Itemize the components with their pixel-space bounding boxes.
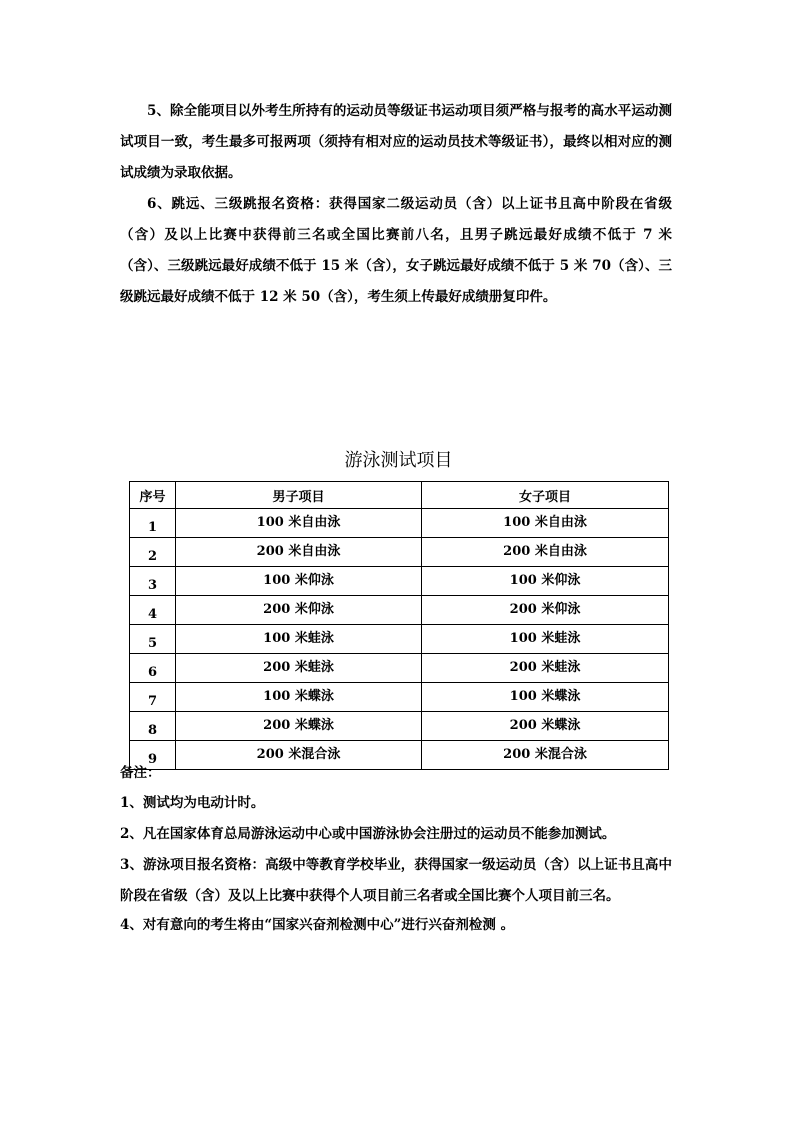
note-item: 4、对有意向的考生将由“国家兴奋剂检测中心”进行兴奋剂检测 。 [120,917,515,933]
table-row [130,538,669,567]
row-no: 2 [130,538,176,567]
men-event: 100 米蛙泳 [176,625,422,654]
paragraph-item-6: 6、跳远、三级跳报名资格：获得国家二级运动员（含）以上证书且高中阶段在省级（含）及以上比赛中获得前三名或全国比赛前八名，且男子跳远最好成绩不低于 7 米（含）、三级跳远最好成绩不低于 15 米（含），女子跳远最好成绩不低于 5 米 70（含）、三级跳远最好成绩不低于 12 米 50（含），考生须上传最好成绩册复印件。 [120,196,672,305]
header-women: 女子项目 [422,482,669,509]
women-event: 200 米蛙泳 [422,654,669,683]
note-item: 2、凡在国家体育总局游泳运动中心或中国游泳协会注册过的运动员不能参加测试。 [120,826,616,842]
row-no: 3 [130,567,176,596]
note-item: 3、游泳项目报名资格：高级中等教育学校毕业，获得国家一级运动员（含）以上证书且高中阶段在省级（含）及以上比赛中获得个人项目前三名者或全国比赛个人项目前三名。 [120,857,672,904]
women-event: 100 米自由泳 [422,509,669,538]
notes-section [120,758,672,938]
men-event: 200 米蛙泳 [176,654,422,683]
women-event: 200 米蝶泳 [422,712,669,741]
note-item: 1、测试均为电动计时。 [120,795,265,811]
swim-events-table [129,481,669,770]
row-no: 8 [130,712,176,741]
men-event: 200 米蝶泳 [176,712,422,741]
men-event: 200 米仰泳 [176,596,422,625]
paragraph-item-5: 5、除全能项目以外考生所持有的运动员等级证书运动项目须严格与报考的高水平运动测试项目一致，考生最多可报两项（须持有相对应的运动员技术等级证书），最终以相对应的测试成绩为录取依据。 [120,103,672,181]
women-event: 100 米仰泳 [422,567,669,596]
table-row [130,596,669,625]
row-no: 7 [130,683,176,712]
women-event: 100 米蝶泳 [422,683,669,712]
men-event: 200 米自由泳 [176,538,422,567]
table-row [130,567,669,596]
table-row [130,654,669,683]
table-row [130,683,669,712]
header-no: 序号 [130,482,176,509]
men-event: 100 米仰泳 [176,567,422,596]
header-men: 男子项目 [176,482,422,509]
table-row [130,625,669,654]
women-event: 200 米自由泳 [422,538,669,567]
women-event: 200 米混合泳 [422,741,669,770]
row-no: 4 [130,596,176,625]
women-event: 100 米蛙泳 [422,625,669,654]
table-header-row [130,482,669,509]
swim-table-title: 游泳测试项目 [344,450,453,471]
men-event: 200 米混合泳 [176,741,422,770]
men-event: 100 米自由泳 [176,509,422,538]
table-row [130,712,669,741]
table-row [130,509,669,538]
women-event: 200 米仰泳 [422,596,669,625]
row-no: 1 [130,509,176,538]
notes-heading: 备注： [120,765,161,781]
row-no: 9 [130,741,176,770]
men-event: 100 米蝶泳 [176,683,422,712]
row-no: 5 [130,625,176,654]
row-no: 6 [130,654,176,683]
